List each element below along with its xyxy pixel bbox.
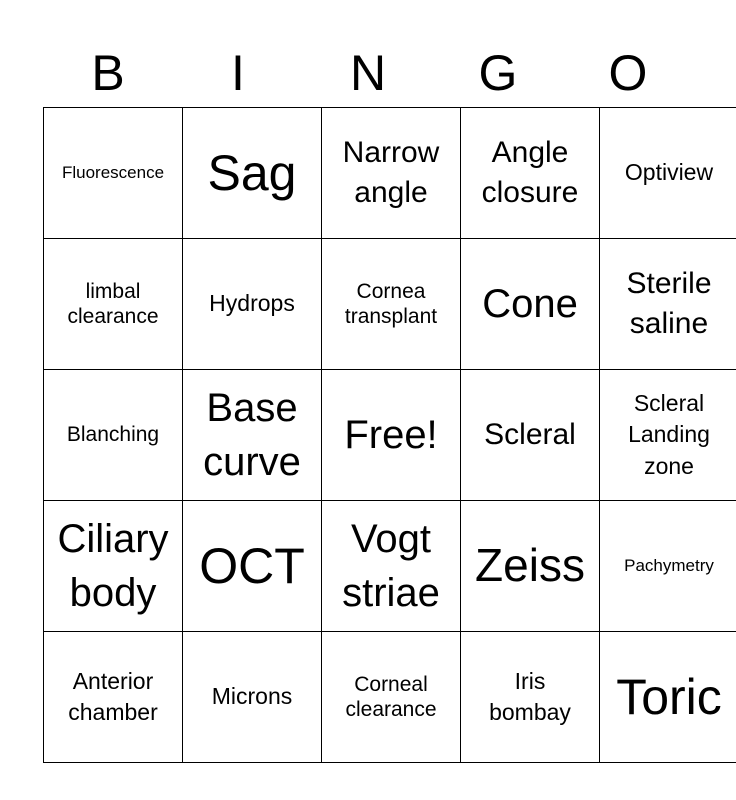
bingo-cell: [44, 108, 183, 239]
cell-label: OCT: [199, 538, 305, 594]
cell-label: limbal clearance: [67, 279, 159, 328]
bingo-cell: [600, 632, 736, 763]
cell-label: Cornea transplant: [344, 279, 438, 328]
cell-label: Pachymetry: [624, 555, 714, 575]
cell-label: Anterior chamber: [68, 667, 158, 725]
bingo-cell: [44, 501, 183, 632]
header-letter-g: G: [478, 45, 518, 101]
cell-label: Corneal clearance: [345, 672, 437, 721]
bingo-cell: [183, 108, 322, 239]
bingo-cell: [600, 108, 736, 239]
cell-label: Angle closure: [481, 135, 579, 209]
bingo-cell: [322, 501, 461, 632]
bingo-header: [43, 42, 693, 104]
bingo-cell: [183, 501, 322, 632]
cell-label: Narrow angle: [342, 135, 440, 209]
cell-label: Vogt striae: [342, 517, 440, 615]
cell-label: Hydrops: [209, 290, 295, 317]
bingo-cell: [600, 501, 736, 632]
header-letter-o: O: [608, 45, 648, 101]
header-letter-b: B: [91, 45, 125, 101]
cell-label: Cone: [482, 282, 578, 326]
header-letter-i: I: [231, 45, 245, 101]
board-row: [44, 239, 736, 370]
header-letter-n: N: [349, 45, 387, 101]
board-row: [44, 632, 736, 763]
board-row: [44, 501, 736, 632]
cell-label: Base curve: [203, 386, 301, 484]
free-cell: [322, 370, 461, 501]
cell-label: Free!: [344, 413, 438, 457]
board-row: [44, 370, 736, 501]
bingo-cell: [183, 632, 322, 763]
bingo-cell: [44, 370, 183, 501]
bingo-cell: [183, 239, 322, 370]
bingo-cell: [600, 239, 736, 370]
bingo-cell: [322, 632, 461, 763]
bingo-cell: [461, 239, 600, 370]
cell-label: Microns: [211, 683, 293, 710]
cell-label: Ciliary body: [57, 517, 169, 615]
bingo-cell: [322, 239, 461, 370]
bingo-cell: [44, 239, 183, 370]
bingo-board: [43, 107, 736, 763]
cell-label: Toric: [616, 669, 722, 725]
bingo-cell: [600, 370, 736, 501]
cell-label: Optiview: [624, 159, 714, 186]
cell-label: Sterile saline: [626, 266, 712, 340]
cell-label: Blanching: [66, 423, 160, 447]
bingo-cell: [461, 632, 600, 763]
bingo-cell: [183, 370, 322, 501]
bingo-cell: [461, 370, 600, 501]
cell-label: Fluorescence: [61, 162, 165, 182]
bingo-cell: [461, 501, 600, 632]
cell-label: Sag: [207, 145, 297, 201]
cell-label: Iris bombay: [489, 667, 571, 725]
cell-label: Scleral Landing zone: [628, 390, 710, 479]
cell-label: Scleral: [484, 417, 576, 451]
cell-label: Zeiss: [475, 539, 585, 592]
bingo-cell: [322, 108, 461, 239]
bingo-cell: [44, 632, 183, 763]
board-row: [44, 108, 736, 239]
bingo-cell: [461, 108, 600, 239]
